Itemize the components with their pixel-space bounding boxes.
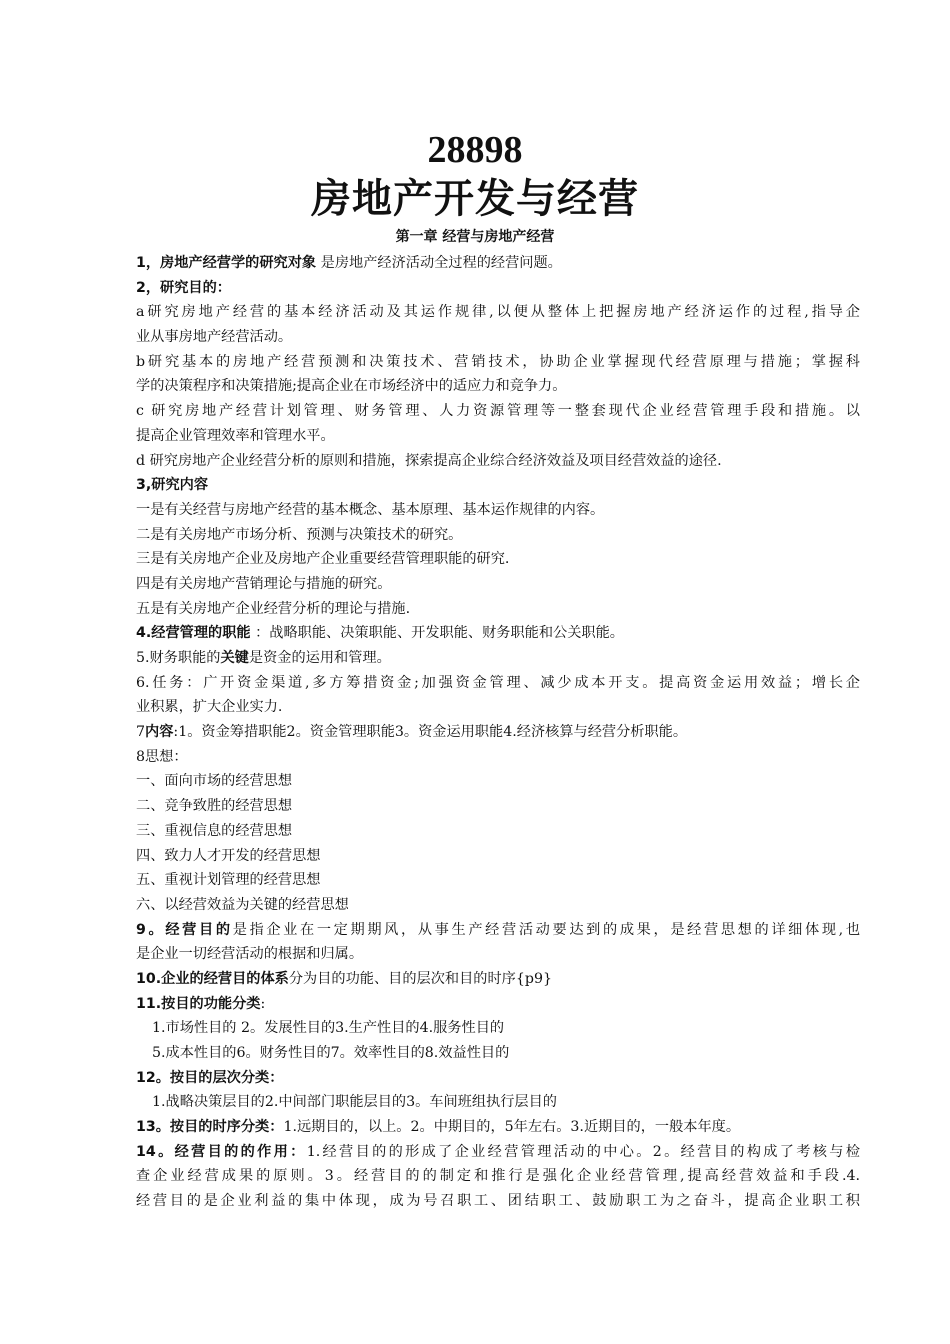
text-line: 1.战略决策层目的2.中间部门职能层目的3。车间班组执行层目的 <box>152 1094 557 1111</box>
text-line: 1，房地产经营学的研究对象 是房地产经济活动全过程的经营问题。 <box>136 255 562 271</box>
text-line: 是企业一切经营活动的根据和归属。 <box>136 946 364 963</box>
text-line: 2，研究目的： <box>136 279 231 296</box>
text-line: 10.企业的经营目的体系分为目的功能、目的层次和目的时序{p9} <box>136 970 552 987</box>
document-body <box>136 251 860 1214</box>
text-line: 14。经营目的的作用：1.经营目的的形成了企业经营管理活动的中心。2。经营目的构成了考核与检 <box>136 1143 860 1160</box>
text-line: 四、致力人才开发的经营思想 <box>136 847 321 864</box>
text-line: 六、以经营效益为关键的经营思想 <box>136 896 349 913</box>
text-line: d 研究房地产企业经营分析的原则和措施，探索提高企业综合经济效益及项目经营效益的途径. <box>136 452 722 469</box>
text-line: 三、重视信息的经营思想 <box>136 822 293 839</box>
text-line: 学的决策程序和决策措施;提高企业在市场经济中的适应力和竞争力。 <box>136 378 567 395</box>
text-line: 查企业经营成果的原则。3。经营目的的制定和推行是强化企业经营管理,提高经营效益和手段.4. <box>136 1168 860 1185</box>
text-line: 四是有关房地产营销理论与措施的研究。 <box>136 575 392 592</box>
text-line: 经营目的是企业利益的集中体现，成为号召职工、团结职工、鼓励职工为之奋斗，提高企业职工积 <box>136 1193 860 1210</box>
text-line: 五、重视计划管理的经营思想 <box>136 872 321 889</box>
text-line: 5.成本性目的6。财务性目的7。效率性目的8.效益性目的 <box>152 1045 510 1061</box>
course-code: 28898 <box>427 129 523 171</box>
chapter-heading: 第一章 经营与房地产经营 <box>395 229 555 245</box>
text-line: 11.按目的功能分类: <box>136 995 266 1012</box>
text-line: 7内容:1。资金筹措职能2。资金管理职能3。资金运用职能4.经济核算与经营分析职能。 <box>136 724 688 741</box>
text-line: c 研究房地产经营计划管理、财务管理、人力资源管理等一整套现代企业经营管理手段和措施。以 <box>136 403 860 420</box>
text-line: 9。经营目的是指企业在一定期期风，从事生产经营活动要达到的成果，是经营思想的详细体现,也 <box>136 921 860 938</box>
text-line: 12。按目的层次分类： <box>136 1069 284 1086</box>
text-line: 业从事房地产经营活动。 <box>136 329 293 346</box>
text-line: 13。按目的时序分类：1.远期目的，以上。2。中期目的，5年左右。3.近期目的，一般本年度。 <box>136 1119 741 1136</box>
text-line: 4.经营管理的职能 ：战略职能、决策职能、开发职能、财务职能和公关职能。 <box>136 625 624 642</box>
text-line: 三是有关房地产企业及房地产企业重要经营管理职能的研究. <box>136 551 510 568</box>
text-line: 6.任务：广开资金渠道,多方筹措资金;加强资金管理、减少成本开支。提高资金运用效益；增长企 <box>136 674 860 691</box>
text-line: 一是有关经营与房地产经营的基本概念、基本原理、基本运作规律的内容。 <box>136 501 605 518</box>
text-line: 提高企业管理效率和管理水平。 <box>136 427 335 444</box>
text-line: b研究基本的房地产经营预测和决策技术、营销技术，协助企业掌握现代经营原理与措施；掌握科 <box>136 353 860 370</box>
text-line: 一、面向市场的经营思想 <box>136 773 293 790</box>
text-line: a研究房地产经营的基本经济活动及其运作规律,以便从整体上把握房地产经济运作的过程,指导企 <box>136 304 860 321</box>
text-line: 8思想： <box>136 748 188 765</box>
text-line: 1.市场性目的 2。发展性目的3.生产性目的4.服务性目的 <box>152 1020 505 1037</box>
document-title: 房地产开发与经营 <box>311 176 639 222</box>
text-line: 3,研究内容 <box>136 477 209 494</box>
text-line: 5.财务职能的关键是资金的运用和管理。 <box>136 650 391 666</box>
text-line: 二是有关房地产市场分析、预测与决策技术的研究。 <box>136 526 463 543</box>
text-line: 业积累，扩大企业实力. <box>136 699 283 716</box>
text-line: 五是有关房地产企业经营分析的理论与措施. <box>136 600 411 617</box>
text-line: 二、竞争致胜的经营思想 <box>136 798 293 815</box>
